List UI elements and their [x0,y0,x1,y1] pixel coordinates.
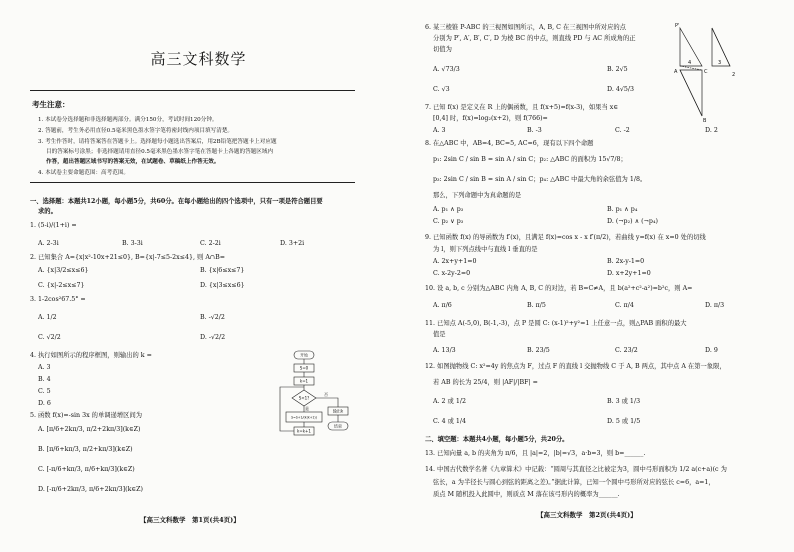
fig-label: C [704,69,708,75]
option: A. p₁ ∧ p₃ [433,206,464,213]
option: A. [π/6+2kπ/3, π/2+2kπ/3](k∈Z) [38,426,141,433]
option: D. 3+2i [280,240,305,247]
option: C. x-2y-2=0 [433,270,471,277]
flow-label: S=0 [299,365,309,371]
option: B. [π/6+kπ/3, π/2+kπ/3](k∈Z) [38,446,133,453]
question-line: 若 AB 的长为 25/4，则 |AF|/|BF| = [433,379,538,386]
flow-label: 否 [324,392,328,397]
option: B. 2√5 [607,66,628,73]
fig-label: 2 [732,72,736,78]
fig-label: 3 [718,60,722,66]
option: C. π/4 [615,302,634,309]
question-line: p₃: 2sin C / sin B = sin A / sin C；p₄: △ABC 中最大角的余弦值为 1/8。 [433,176,647,183]
question-line: 弦长，a 为半径长与圆心到弦的距离之差)。”据此计算，已知一个圆中弓形所对应的弦长 c=6，a=1， [433,479,715,486]
option: A. √73/3 [433,66,460,73]
question-line: p₁: 2sin C / sin B = sin A / sin C；p₂: △ABC 的面积为 15√7/8； [433,156,627,163]
option: B. 3-3i [122,240,143,247]
question-11: 11. 已知点 A(-5,0), B(-1,-3)，点 P 是圆 C: (x-1)²+y²=1 上任意一点，则△PAB 面积的最大 [425,320,687,327]
option: D. 5 或 1/5 [607,418,641,425]
flow-label: 开始 [300,352,308,358]
flowchart [270,350,355,445]
question-line: 值是 [433,331,446,338]
question-13: 13. 已知向量 a, b 的夹角为 π/6，且 |a|=2，|b|=√3，a·b=3，则 b=______. [425,450,646,457]
notice-line: 目的答案标号涂黑；非选择题请用直径0.5毫米黑色墨水签字笔在答题卡上各题的答题区域内 [46,149,274,155]
question-8: 8. 在△ABC 中，AB=4, BC=5, AC=6，现有以下四个命题 [425,140,594,147]
fig-label: 4 [688,60,692,66]
option: C. √3 [433,86,450,93]
notice-line: 2. 答题前，考生务必用直径0.5毫米黑色墨水签字笔将密封线内项目填写清楚。 [38,128,234,134]
question-3: 3. 1-2cos²67.5° = [30,296,86,303]
page-footer: 【高三文科数学 第2页(共4页)】 [537,511,637,519]
option: B. 3 或 1/3 [607,398,641,405]
question-line: 那么，下列命题中为真命题的是 [433,192,522,199]
section-heading: 一、选择题：本题共12小题，每小题5分，共60分。在每小题给出的四个选项中，只有一项是符合题目要 [30,198,323,205]
flow-label: 输出k [332,408,344,414]
option: C. 23/2 [615,347,638,354]
flow-label: k=k+1 [297,428,311,434]
section-heading: 二、填空题：本题共4小题，每小题5分，共20分。 [425,436,569,443]
question-14: 14. 中国古代数学名著《九章算术》中记载：“圆周与其直径之比被定为3，圆中弓形面积为 1/2 a(c+a)(c 为 [425,466,727,473]
option: D. 4√5/3 [607,86,634,93]
option: C. 5 [38,388,51,395]
flow-label: S=S+1/(k(k+1)) [291,415,317,420]
option: C. p₂ ∨ p₃ [433,218,464,225]
option: D. (¬p₂) ∧ (¬p₄) [607,218,658,225]
option: A. 3 [433,127,446,134]
option: A. {x|3/2≤x≤6} [38,267,89,274]
question-12: 12. 如图抛物线 C: x²=4y 的焦点为 F，过点 F 的直线 l 交抛物线 C 于 A, B 两点，其中点 A 在第一象限， [425,363,726,370]
option: B. {x|6≤x≤7} [200,267,245,274]
question-line: 为 l，则下列点线中与直线 l 垂直的是 [433,246,538,253]
option: A. π/6 [433,302,452,309]
question-4: 4. 执行如图所示的程序框图，则输出的 k = [30,352,152,359]
divider [30,182,355,183]
question-line: 切值为 [433,46,452,53]
question-10: 10. 设 a, b, c 分别为△ABC 内角 A, B, C 的对边，若 B=C≠A，且 b(a²+c²-a²)=b²c，则 A= [425,285,693,292]
option: A. 13/3 [433,347,456,354]
question-7: 7. 已知 f(x) 是定义在 R 上的偶函数，且 f(x+5)=f(x-3)，如果当 x∈ [425,104,618,111]
flow-label: 是 [305,406,309,411]
fig-label: B [703,118,707,124]
option: C. √2/2 [38,334,61,341]
fig-label: P' [675,23,680,29]
option: A. 3 [38,364,51,371]
option: C. {x|-2≤x≤7} [38,282,85,289]
section-heading: 求的。 [38,208,57,215]
question-9: 9. 已知函数 f(x) 的导函数为 f′(x)，且满足 f(x)=cos x - x f′(π/2)，若曲线 y=f(x) 在 x=0 处的切线 [425,234,706,241]
option: B. -√2/2 [200,314,225,321]
option: B. 2x-y-1=0 [607,258,645,265]
option: C. -2 [615,127,630,134]
question-5: 5. 函数 f(x)=-sin 3x 的单调递增区间为 [30,412,143,419]
flow-label: k=1 [299,378,309,384]
notice-line: 4. 本试卷主要命题范围：高考范围。 [38,170,130,176]
question-line: [0,4] 时，f(x)=log₂(x+2)，则 f(766)= [433,115,548,122]
option: D. 2 [705,127,718,134]
option: D. x+2y+1=0 [607,270,651,277]
question-1: 1. (5-i)/(1+i) = [30,222,77,229]
option: C. [-π/6+kπ/3, π/6+kπ/3](k∈Z) [38,466,135,473]
notice-line: 3. 考生作答时，请将答案答在答题卡上。选择题每小题选出答案后，用2B铅笔把答题卡上对应题 [38,139,277,145]
option: A. 1/2 [38,314,57,321]
option: A. 2 或 1/2 [433,398,466,405]
option: D. 9 [705,347,718,354]
option: D. {x|3≤x≤6} [200,282,245,289]
flow-label: S<1? [298,395,310,401]
question-6: 6. 某三棱锥 P-ABC 的三视图如图所示，A, B, C 在三视图中所对应的点 [425,24,626,31]
option: D. π/3 [705,302,725,309]
option: C. 2-2i [200,240,221,247]
option: D. [-π/6+2kπ/3, π/6+2kπ/3](k∈Z) [38,486,143,493]
fig-label: A [674,69,678,75]
option: B. -3 [527,127,542,134]
option: D. 6 [38,400,51,407]
notice-line: 1. 本试卷分选择题和非选择题两部分。满分150分，考试时间120分钟。 [38,117,218,123]
notice-heading: 考生注意： [32,100,70,109]
question-line: 分别为 P′, A′, B′, C′, D 为棱 BC 的中点，则直线 PD 与 AC 所成角的正 [433,35,636,42]
option: B. 23/5 [527,347,550,354]
option: B. p₁ ∧ p₄ [607,206,638,213]
page-title: 高三文科数学 [150,50,247,68]
notice-line: 作答，超出答题区域书写的答案无效，在试题卷、草稿纸上作答无效。 [46,159,220,165]
option: B. π/5 [527,302,546,309]
divider [30,90,355,91]
question-2: 2. 已知集合 A={x|x²-10x+21≤0}, B={x|-7≤5-2x≤4}, 则 A∩B= [30,254,226,261]
flow-label: 结束 [334,423,342,429]
option: C. 4 或 1/4 [433,418,467,425]
three-view-figure [674,18,774,133]
option: D. -√2/2 [200,334,226,341]
option: A. 2-3i [38,240,59,247]
option: A. 2x+y+1=0 [433,258,477,265]
question-line: 质点 M 随机投入此圆中，则质点 M 落在该弓形内的概率为______. [433,491,620,498]
option: B. 4 [38,376,51,383]
page-footer: 【高三文科数学 第1页(共4页)】 [140,516,240,524]
